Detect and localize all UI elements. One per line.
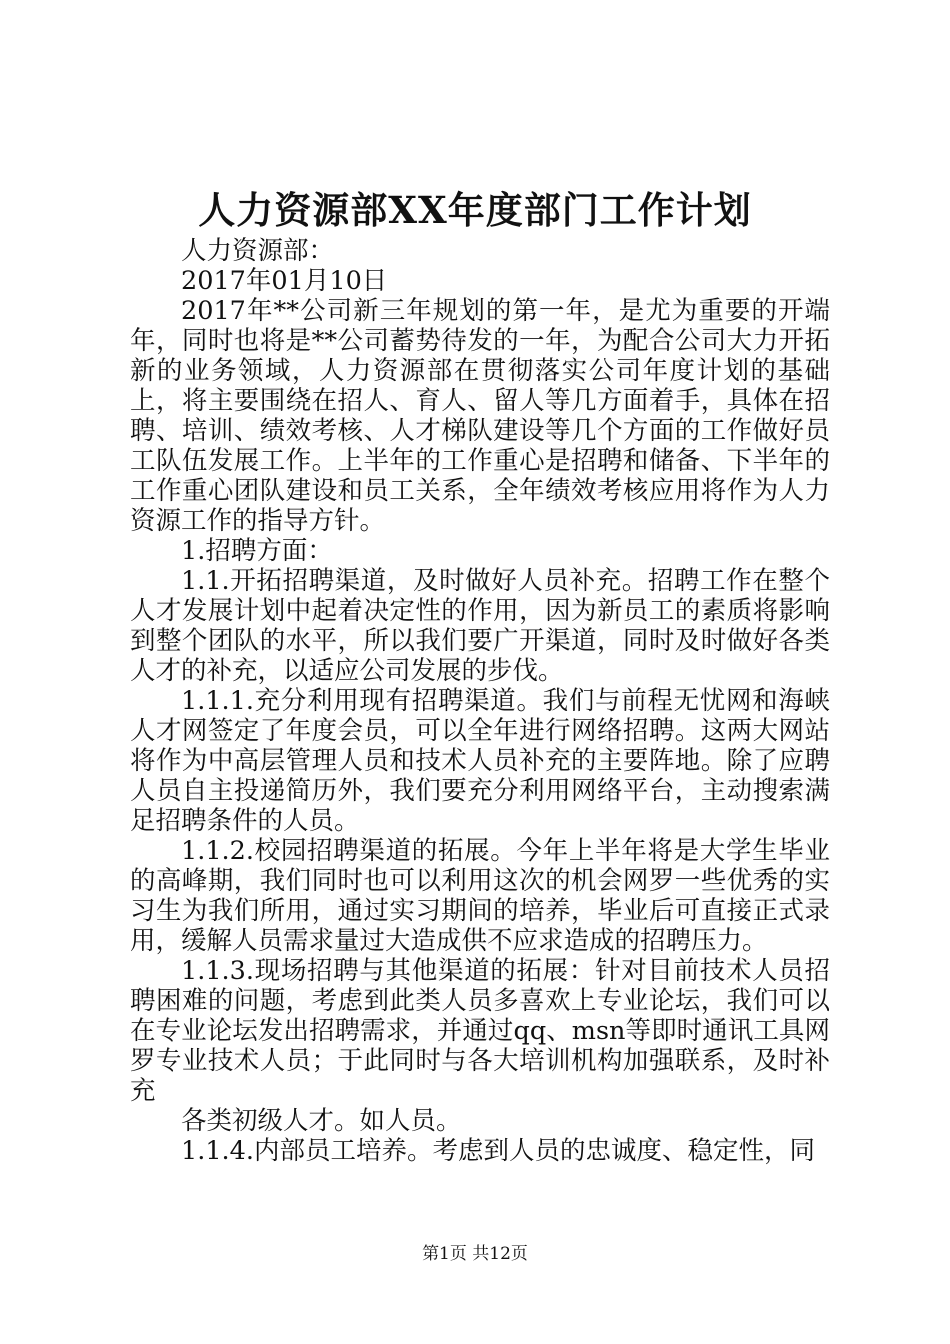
paragraph-1-1-2: 1.1.2.校园招聘渠道的拓展。今年上半年将是大学生毕业的高峰期，我们同时也可以利用这次的机会网罗一些优秀的实习生为我们所用，通过实习期间的培养，毕业后可直接正式录用，缓解人员需求量过大造成供不应求造成的招聘压力。	[130, 836, 830, 956]
page-footer: 第1页 共12页	[422, 1244, 528, 1264]
paragraph-continuation: 各类初级人才。如人员。	[181, 1106, 462, 1136]
paragraph-1-1-3: 1.1.3.现场招聘与其他渠道的拓展：针对目前技术人员招聘困难的问题，考虑到此类人员多喜欢上专业论坛，我们可以在专业论坛发出招聘需求，并通过qq、msn等即时通讯工具网罗专业技术人员；于此同时与各大培训机构加强联系，及时补充	[130, 956, 830, 1106]
section-heading-recruitment: 1.招聘方面：	[181, 536, 333, 566]
paragraph-1-1-4: 1.1.4.内部员工培养。考虑到人员的忠诚度、稳定性，同	[181, 1136, 815, 1166]
paragraph-date: 2017年01月10日	[181, 266, 388, 296]
paragraph-department: 人力资源部：	[181, 236, 335, 266]
paragraph-1-1: 1.1.开拓招聘渠道，及时做好人员补充。招聘工作在整个人才发展计划中起着决定性的作用，因为新员工的素质将影响到整个团队的水平，所以我们要广开渠道，同时及时做好各类人才的补充，以适应公司发展的步伐。	[130, 566, 830, 686]
document-title: 人力资源部XX年度部门工作计划	[198, 188, 752, 232]
document-body	[130, 236, 830, 1166]
paragraph-1-1-1: 1.1.1.充分利用现有招聘渠道。我们与前程无忧网和海峡人才网签定了年度会员，可以全年进行网络招聘。这两大网站将作为中高层管理人员和技术人员补充的主要阵地。除了应聘人员自主投递简历外，我们要充分利用网络平台，主动搜索满足招聘条件的人员。	[130, 686, 830, 836]
paragraph-intro: 2017年**公司新三年规划的第一年，是尤为重要的开端年，同时也将是**公司蓄势待发的一年，为配合公司大力开拓新的业务领域，人力资源部在贯彻落实公司年度计划的基础上，将主要围绕在招人、育人、留人等几方面着手，具体在招聘、培训、绩效考核、人才梯队建设等几个方面的工作做好员工队伍发展工作。上半年的工作重心是招聘和储备、下半年的工作重心团队建设和员工关系，全年绩效考核应用将作为人力资源工作的指导方针。	[130, 296, 830, 536]
